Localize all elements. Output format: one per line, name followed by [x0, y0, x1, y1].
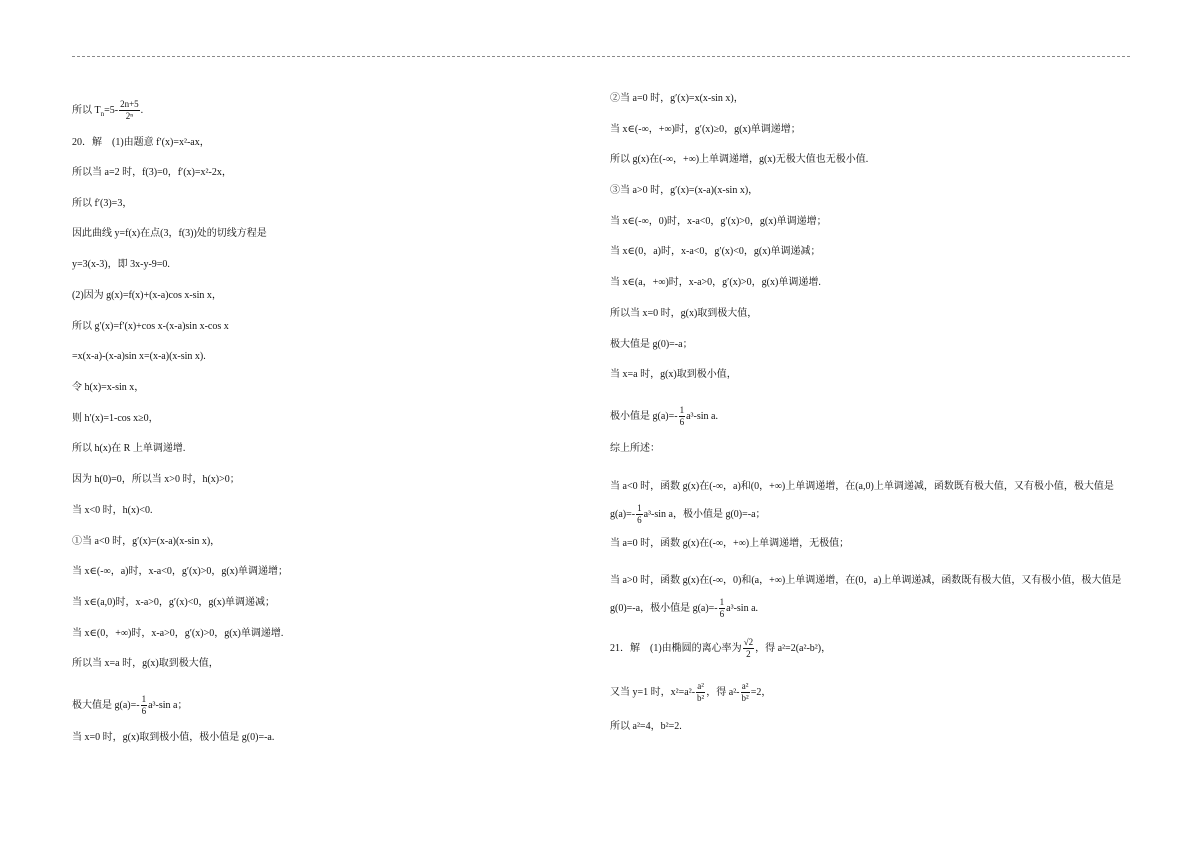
text-span: 因为 h(0)=0，所以当 x>0 时，h(x)>0；: [72, 474, 240, 485]
fraction: [719, 597, 726, 620]
text-line: [72, 731, 274, 745]
text-line: [610, 368, 737, 382]
fraction-numerator: 1: [141, 694, 147, 704]
text-span: (2)因为 g(x)=f(x)+(x-a)cos x-sin x，: [72, 290, 222, 301]
text-line: [72, 535, 220, 549]
text-line: [610, 215, 827, 229]
text-span: 所以 T: [72, 104, 101, 116]
text-line: [72, 627, 283, 641]
text-line: [610, 681, 771, 704]
text-line: [610, 153, 868, 167]
text-span: 当 x∈(-∞，0)时，x-a<0，g′(x)>0，g(x)单调递增；: [610, 216, 827, 227]
fraction: [141, 694, 148, 717]
text-line: [72, 381, 144, 395]
text-line: [72, 99, 143, 122]
text-line: [72, 197, 132, 211]
text-line: [72, 289, 222, 303]
fraction-numerator: 1: [637, 503, 642, 514]
text-line: [72, 504, 152, 518]
fraction-denominator: 6: [719, 609, 725, 620]
text-span: ，得 a²=2(a²-b²)，: [755, 642, 832, 654]
text-span: .: [140, 104, 144, 116]
fraction-denominator: 2: [746, 649, 751, 659]
text-line: [610, 276, 821, 290]
text-span: 又当 y=1 时，x²=a²-: [610, 686, 696, 698]
fraction-numerator: 1: [719, 597, 725, 608]
text-span: 当 x∈(-∞，+∞)时，g′(x)≥0，g(x)单调递增；: [610, 124, 801, 135]
text-span: 所以 g(x)在(-∞，+∞)上单调递增，g(x)无极大值也无极小值.: [610, 154, 869, 165]
text-span: y=3(x-3)，即 3x-y-9=0.: [72, 259, 170, 270]
text-span: 当 x∈(a,0)时，x-a>0，g′(x)<0，g(x)单调递减；: [72, 597, 276, 608]
text-line: [610, 720, 682, 734]
fraction: [741, 681, 750, 704]
text-span: 极大值是 g(a)=-: [72, 699, 140, 711]
fraction-denominator: 6: [679, 417, 685, 427]
text-span: 极小值是 g(a)=-: [610, 410, 678, 422]
text-line: [610, 245, 821, 259]
fraction: [636, 503, 643, 526]
text-line: [610, 567, 1130, 623]
text-line: [72, 473, 240, 487]
text-span: a³-sin a.: [726, 603, 759, 614]
text-span: 所以 f′(3)=3，: [72, 198, 133, 209]
fraction-denominator: 2ⁿ: [125, 111, 134, 121]
text-span: 综上所述：: [610, 443, 660, 454]
text-span: 所以当 x=0 时，g(x)取到极大值，: [610, 308, 758, 319]
text-line: [72, 227, 267, 241]
text-span: 当 a<0 时，函数 g(x)在(-∞，a)和(0，+∞)上单调递增，在(a,0)上单调递减，函数既有极大值，又有极小值，极大值是 g(a)=-: [610, 481, 1114, 520]
subscript: n: [100, 109, 105, 118]
text-line: [610, 123, 801, 137]
text-line: [72, 565, 288, 579]
text-line: [610, 338, 693, 352]
text-span: 当 x∈(-∞，a)时，x-a<0，g′(x)>0，g(x)单调递增；: [72, 566, 289, 577]
text-line: [610, 537, 849, 551]
text-span: 当 a=0 时，函数 g(x)在(-∞，+∞)上单调递增，无极值；: [610, 538, 850, 549]
fraction: [743, 637, 754, 660]
text-span: a³-sin a，极小值是 g(0)=-a；: [643, 509, 766, 520]
text-line: [610, 637, 831, 660]
text-span: =x(x-a)-(x-a)sin x=(x-a)(x-sin x).: [72, 351, 206, 362]
text-span: a³-sin a；: [148, 699, 188, 711]
text-line: [610, 442, 660, 456]
text-line: [72, 258, 170, 272]
text-span: ②当 a=0 时，g′(x)=x(x-sin x)，: [610, 93, 744, 104]
fraction-denominator: 6: [141, 706, 147, 716]
text-span: =2，: [750, 686, 772, 698]
text-span: 当 x∈(0，+∞)时，x-a>0，g′(x)>0，g(x)单调递增.: [72, 628, 284, 639]
fraction-numerator: 2n+5: [120, 99, 139, 109]
text-line: [610, 184, 758, 198]
text-span: a³-sin a.: [686, 410, 718, 422]
fraction-numerator: a²: [741, 681, 749, 691]
text-span: 当 x=a 时，g(x)取到极小值，: [610, 369, 737, 380]
fraction-denominator: b²: [697, 693, 705, 703]
text-span: 当 x=0 时，g(x)取到极小值，极小值是 g(0)=-a.: [72, 732, 275, 743]
text-span: 令 h(x)=x-sin x，: [72, 382, 145, 393]
text-span: ①当 a<0 时，g′(x)=(x-a)(x-sin x)，: [72, 536, 221, 547]
text-span: 则 h′(x)=1-cos x≥0，: [72, 413, 159, 424]
text-span: 所以 h(x)在 R 上单调递增.: [72, 443, 186, 454]
text-span: 所以 a²=4，b²=2.: [610, 721, 682, 732]
fraction-denominator: b²: [741, 693, 749, 703]
text-line: [72, 320, 229, 334]
page-header-rule: [72, 56, 1130, 57]
text-line: [72, 136, 210, 150]
text-span: =5-: [104, 104, 119, 116]
fraction-numerator: a²: [697, 681, 704, 691]
fraction: [119, 99, 140, 122]
text-line: [72, 657, 219, 671]
text-line: [610, 405, 718, 428]
text-span: 所以 g′(x)=f′(x)+cos x-(x-a)sin x-cos x: [72, 321, 229, 332]
text-span: 当 x∈(a，+∞)时，x-a>0，g′(x)>0，g(x)单调递增.: [610, 277, 821, 288]
fraction-numerator: 1: [679, 405, 685, 415]
text-line: [72, 442, 185, 456]
text-span: 当 a>0 时，函数 g(x)在(-∞，0)和(a，+∞)上单调递增，在(0，a)上单调递减，函数既有极大值，又有极小值，极大值是 g(0)=-a，极小值是 g(a)=-: [610, 575, 1122, 614]
text-line: [72, 166, 232, 180]
text-span: 所以当 a=2 时，f(3)=0，f′(x)=x²-2x，: [72, 167, 232, 178]
fraction: [679, 405, 686, 428]
text-span: ，得 a²-: [706, 686, 740, 698]
text-line: [610, 473, 1130, 529]
text-span: 当 x∈(0，a)时，x-a<0，g′(x)<0，g(x)单调递减；: [610, 246, 821, 257]
text-span: 当 x<0 时，h(x)<0.: [72, 505, 153, 516]
text-line: [610, 307, 757, 321]
text-span: 因此曲线 y=f(x)在点(3，f(3))处的切线方程是: [72, 228, 267, 239]
text-line: [610, 92, 744, 106]
fraction-numerator: √2: [743, 637, 754, 647]
fraction-denominator: 6: [637, 515, 642, 526]
text-line: [72, 412, 159, 426]
text-span: ③当 a>0 时，g′(x)=(x-a)(x-sin x)，: [610, 185, 759, 196]
text-span: 20．解 (1)由题意 f′(x)=x²-ax，: [72, 137, 210, 148]
text-span: 21．解 (1)由椭圆的离心率为: [610, 642, 742, 654]
text-span: 极大值是 g(0)=-a；: [610, 339, 693, 350]
fraction: [696, 681, 705, 704]
text-line: [72, 596, 275, 610]
text-span: 所以当 x=a 时，g(x)取到极大值，: [72, 658, 219, 669]
text-line: [72, 694, 187, 717]
text-line: [72, 350, 206, 364]
